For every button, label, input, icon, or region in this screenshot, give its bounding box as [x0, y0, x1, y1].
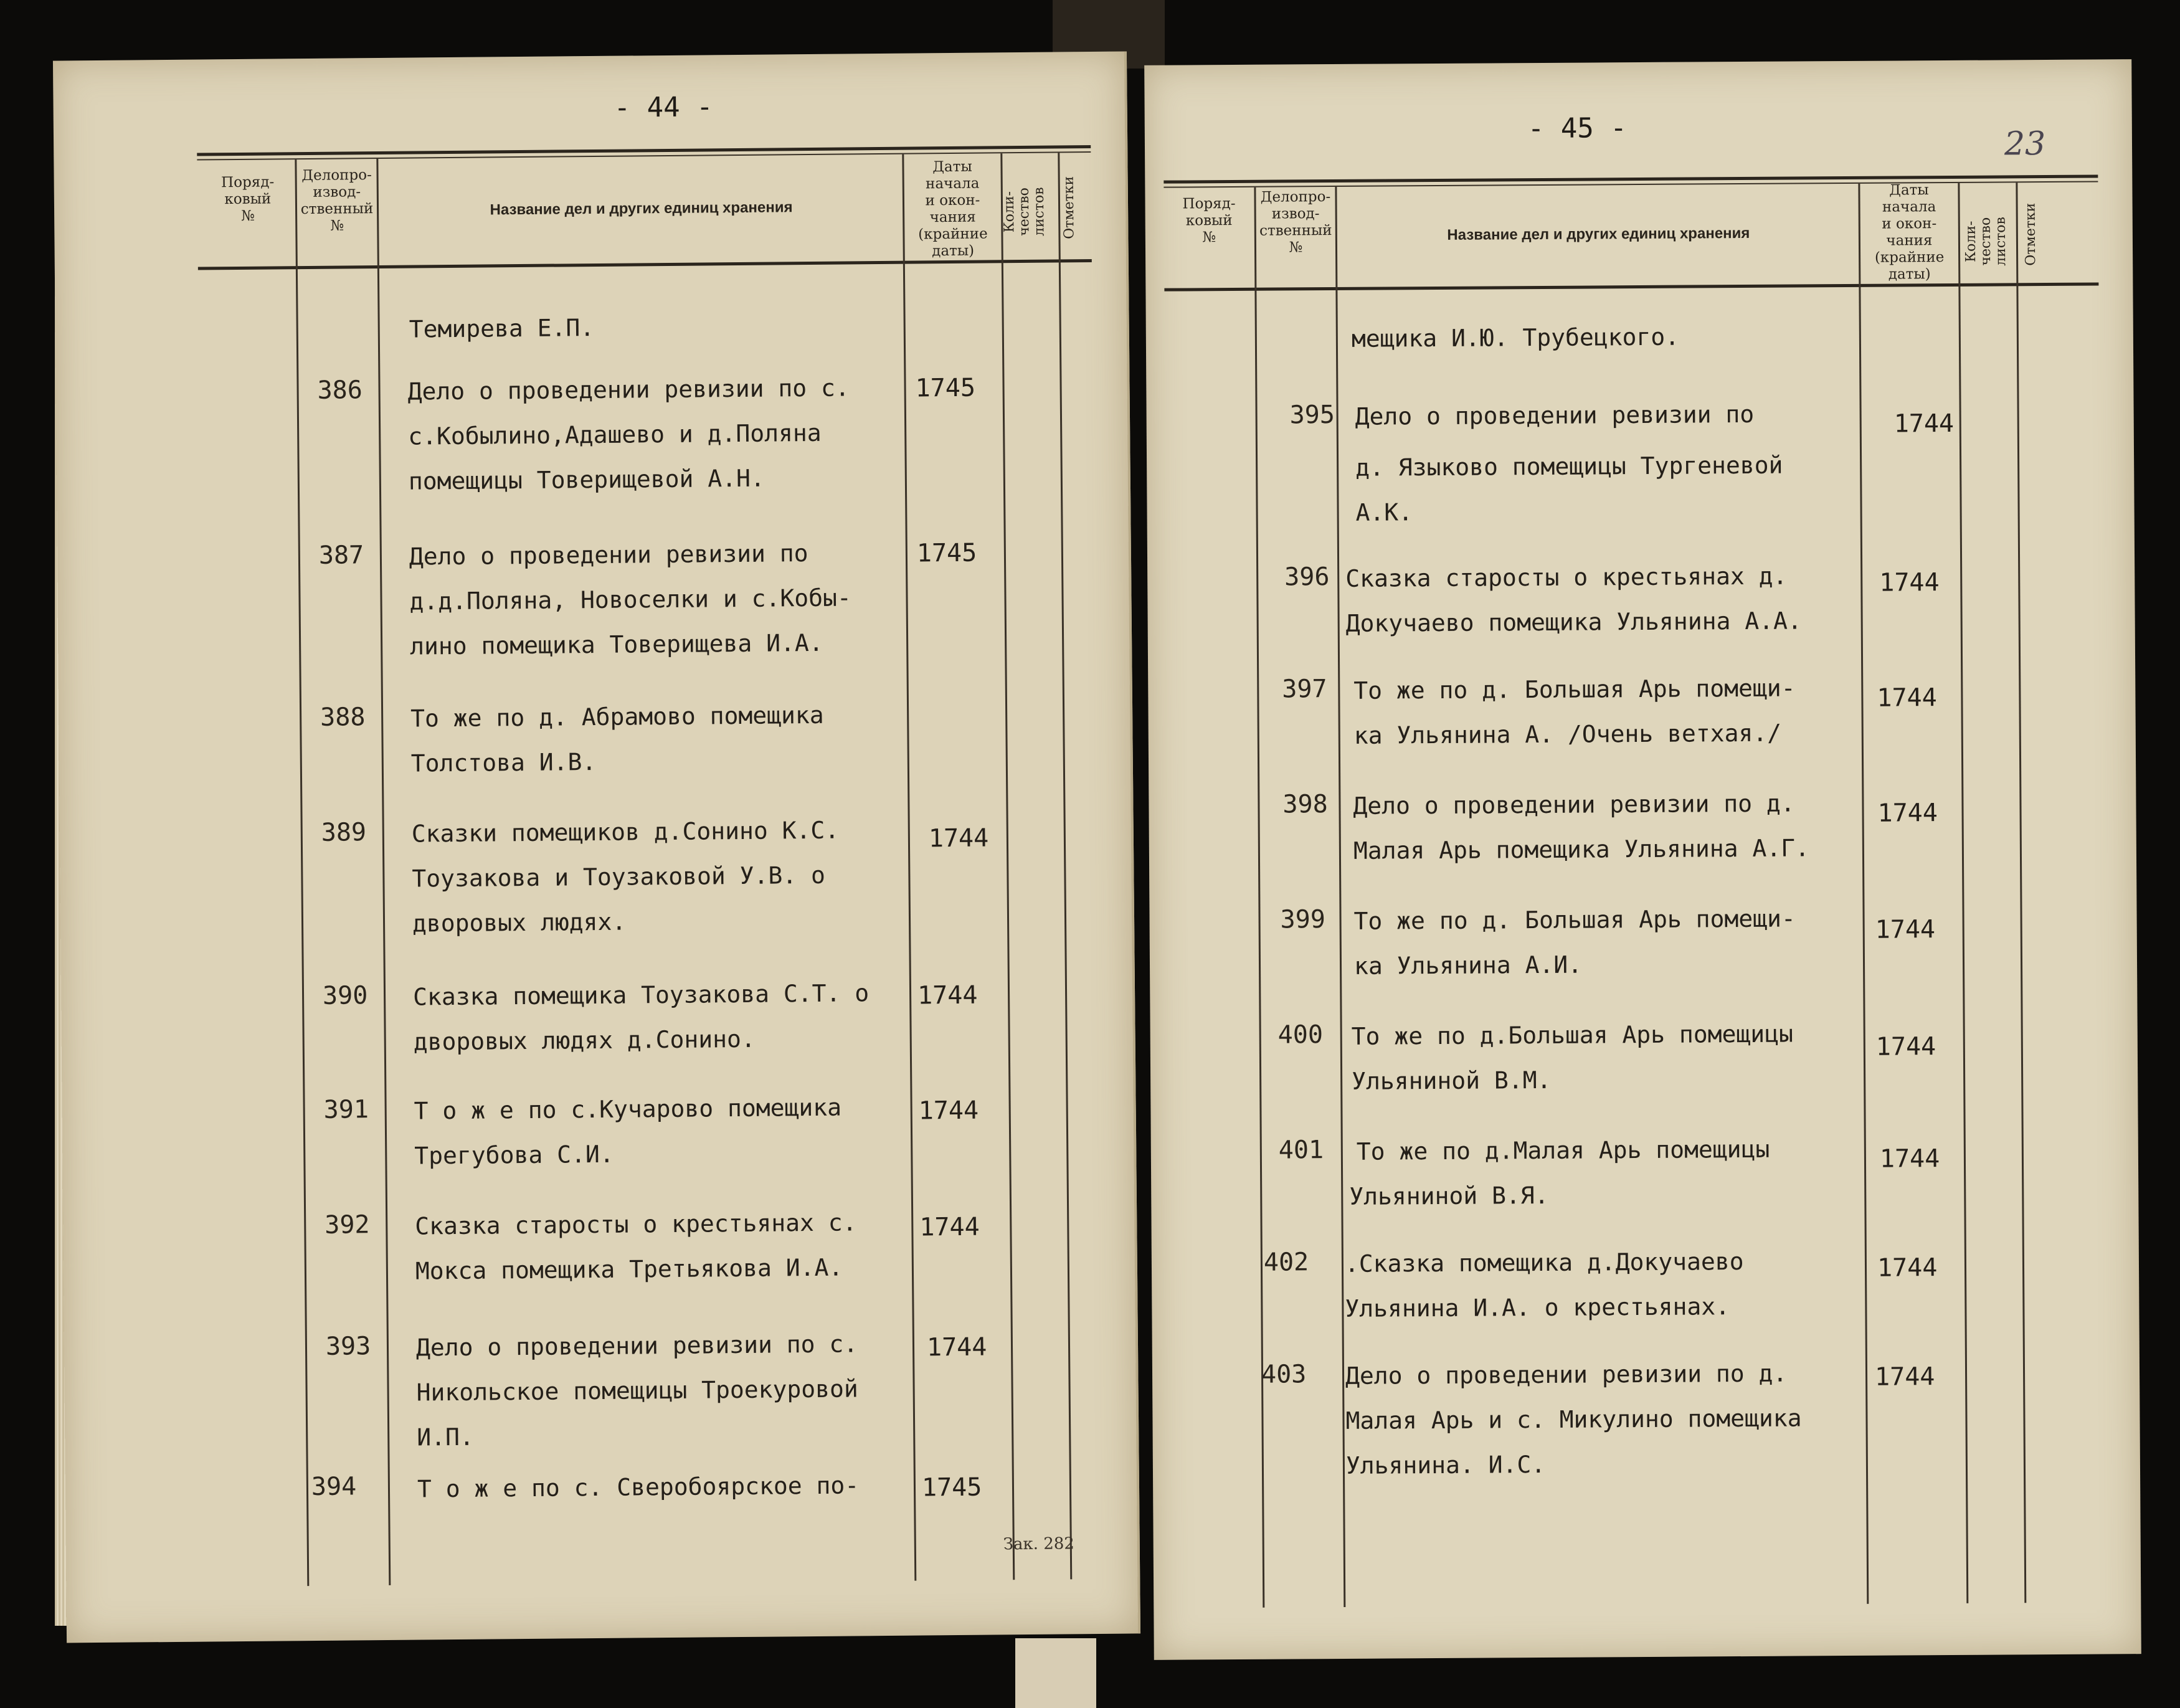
- column-divider: [1000, 153, 1015, 1580]
- entry-line: Дело о проведении ревизии по с.: [415, 1330, 858, 1362]
- entry-line: То же по д.Малая Арь помещицы: [1356, 1135, 1770, 1165]
- header-ordinal: Поряд- ковый №: [221, 174, 275, 224]
- header-bottom-rule: [198, 259, 1092, 270]
- entry-years: 1744: [1877, 683, 1937, 713]
- column-divider: [1958, 183, 1968, 1603]
- entry-line: Ульяниной В.Я.: [1349, 1181, 1549, 1210]
- entry-line: Ульянина И.А. о крестьянах.: [1345, 1293, 1730, 1322]
- entry-line: Т о ж е по с.Кучарово помещика: [414, 1093, 842, 1125]
- header-office-number: Делопро- извод- ственный №: [300, 167, 374, 234]
- column-divider: [295, 159, 309, 1586]
- entry-number: 401: [1278, 1136, 1324, 1165]
- entry-years: 1744: [917, 980, 978, 1010]
- entry-number: 396: [1284, 562, 1330, 592]
- entry-number: 389: [321, 818, 367, 847]
- continuation-text: Темирева Е.П.: [409, 314, 595, 343]
- entry-years: 1744: [1893, 409, 1955, 439]
- entry-years: 1745: [916, 538, 977, 568]
- header-ordinal: Поряд- ковый №: [1182, 195, 1236, 246]
- entry-number: 387: [318, 541, 364, 570]
- entry-line: Трегубова С.И.: [414, 1140, 614, 1170]
- entry-years: 1744: [918, 1096, 979, 1126]
- header-office-number: Делопро- извод- ственный №: [1259, 189, 1332, 256]
- entry-number: 394: [311, 1472, 357, 1502]
- entry-line: Сказка старосты о крестьянах с.: [415, 1208, 857, 1240]
- entry-number: 395: [1289, 401, 1335, 430]
- entry-line: Дело о проведении ревизии по: [1355, 400, 1755, 430]
- book-spine-bottom: [1015, 1638, 1096, 1708]
- right-page: [1144, 59, 2141, 1660]
- entry-line: То же по д. Абрамово помещика: [410, 701, 824, 733]
- entry-years: 1744: [1879, 568, 1940, 597]
- header-title: Название дел и других единиц хранения: [490, 199, 793, 219]
- entry-line: Докучаево помещика Ульянина А.А.: [1345, 607, 1802, 637]
- entry-line: Дело о проведении ревизии по: [409, 539, 808, 571]
- header-dates: Даты начала и окон- чания (крайние даты): [1874, 182, 1945, 283]
- entry-line: ка Ульянина А. /Очень ветхая./: [1353, 719, 1782, 749]
- entry-years: 1744: [1877, 799, 1938, 828]
- entry-line: Ульянина. И.С.: [1345, 1450, 1546, 1479]
- column-divider: [2016, 183, 2026, 1603]
- entry-line: И.П.: [417, 1423, 474, 1451]
- entry-line: Дело о проведении ревизии по д.: [1353, 789, 1795, 820]
- column-divider: [1858, 184, 1869, 1604]
- header-title: Название дел и других единиц хранения: [1447, 224, 1750, 244]
- entry-years: 1744: [928, 823, 989, 853]
- entry-line: Толстова И.В.: [410, 748, 597, 777]
- entry-line: дворовых людях.: [412, 908, 627, 937]
- entry-line: помещицы Товерищевой А.Н.: [408, 464, 765, 495]
- entry-line: д.д.Поляна, Новоселки и с.Кобы-: [409, 584, 851, 615]
- entry-line: Дело о проведении ревизии по с.: [407, 374, 850, 406]
- entry-years: 1744: [1875, 915, 1936, 944]
- entry-number: 398: [1282, 790, 1328, 819]
- entry-line: д. Языково помещицы Тургеневой: [1355, 451, 1783, 482]
- header-notes: Отметки: [1061, 176, 1078, 239]
- entry-number: 390: [322, 981, 368, 1010]
- entry-line: лино помещика Товерищева И.А.: [409, 629, 823, 660]
- continuation-text: мещика И.Ю. Трубецкого.: [1351, 323, 1680, 353]
- page-number: - 44 -: [614, 91, 713, 124]
- entry-number: 386: [317, 376, 363, 405]
- entry-number: 403: [1261, 1360, 1307, 1389]
- column-divider: [1058, 153, 1072, 1579]
- entry-number: 392: [325, 1210, 370, 1240]
- entry-years: 1744: [1879, 1144, 1940, 1174]
- entry-years: 1745: [921, 1473, 982, 1502]
- entry-line: .Сказка помещика д.Докучаево: [1344, 1248, 1744, 1278]
- entry-line: Мокса помещика Третьякова И.А.: [415, 1253, 843, 1285]
- entry-number: 402: [1263, 1248, 1309, 1277]
- entry-number: 399: [1280, 905, 1325, 934]
- entry-line: Малая Арь и с. Микулино помещика: [1345, 1404, 1802, 1435]
- entry-line: с.Кобылино,Адашево и д.Поляна: [408, 419, 822, 450]
- entry-number: 391: [323, 1095, 369, 1124]
- entry-line: Ульяниной В.М.: [1352, 1066, 1552, 1095]
- entry-years: 1744: [1874, 1362, 1935, 1392]
- entry-line: Сказки помещиков д.Сонино К.С.: [411, 816, 840, 848]
- entry-years: 1744: [1877, 1253, 1938, 1283]
- entry-line: Дело о проведении ревизии по д.: [1345, 1359, 1788, 1390]
- column-divider: [902, 154, 916, 1581]
- entry-line: Сказка помещика Тоузакова С.Т. о: [412, 979, 870, 1011]
- entry-line: То же по д. Большая Арь помещи-: [1353, 674, 1796, 705]
- column-divider: [1335, 187, 1345, 1607]
- header-top-rule: [197, 145, 1091, 156]
- entry-number: 388: [320, 703, 366, 732]
- entry-line: То же по д.Большая Арь помещицы: [1351, 1020, 1794, 1050]
- entry-line: А.К.: [1355, 498, 1413, 526]
- header-sheets: Коли- чество листов: [1001, 187, 1048, 237]
- pencil-folio-mark: 23: [2004, 125, 2046, 163]
- footer-order-number: Зак. 282: [1003, 1534, 1075, 1554]
- entry-line: Сказка старосты о крестьянах д.: [1345, 562, 1788, 592]
- entry-years: 1744: [926, 1332, 987, 1362]
- entry-line: То же по д. Большая Арь помещи-: [1353, 904, 1796, 935]
- entry-number: 393: [325, 1332, 371, 1361]
- left-page: [53, 52, 1140, 1643]
- header-dates: Даты начала и окон- чания (крайние даты): [918, 158, 988, 260]
- entry-line: Никольское помещицы Троекуровой: [416, 1375, 859, 1407]
- header-sheets: Коли- чество листов: [1963, 217, 2009, 266]
- entry-line: дворовых людях д.Сонино.: [413, 1025, 756, 1056]
- entry-years: 1744: [1875, 1032, 1936, 1061]
- entry-line: Тоузакова и Тоузаковой У.В. о: [412, 861, 826, 893]
- entry-line: Т о ж е по с. Сверобоярское по-: [417, 1471, 860, 1503]
- entry-number: 397: [1282, 675, 1327, 704]
- entry-number: 400: [1277, 1020, 1324, 1050]
- entry-line: Малая Арь помещика Ульянина А.Г.: [1353, 834, 1810, 865]
- header-notes: Отметки: [2022, 202, 2039, 266]
- entry-years: 1744: [919, 1212, 980, 1242]
- column-divider: [1254, 187, 1264, 1608]
- entry-line: ка Ульянина А.И.: [1353, 951, 1583, 980]
- column-divider: [376, 159, 391, 1585]
- page-number: - 45 -: [1527, 112, 1627, 145]
- entry-years: 1745: [915, 373, 976, 403]
